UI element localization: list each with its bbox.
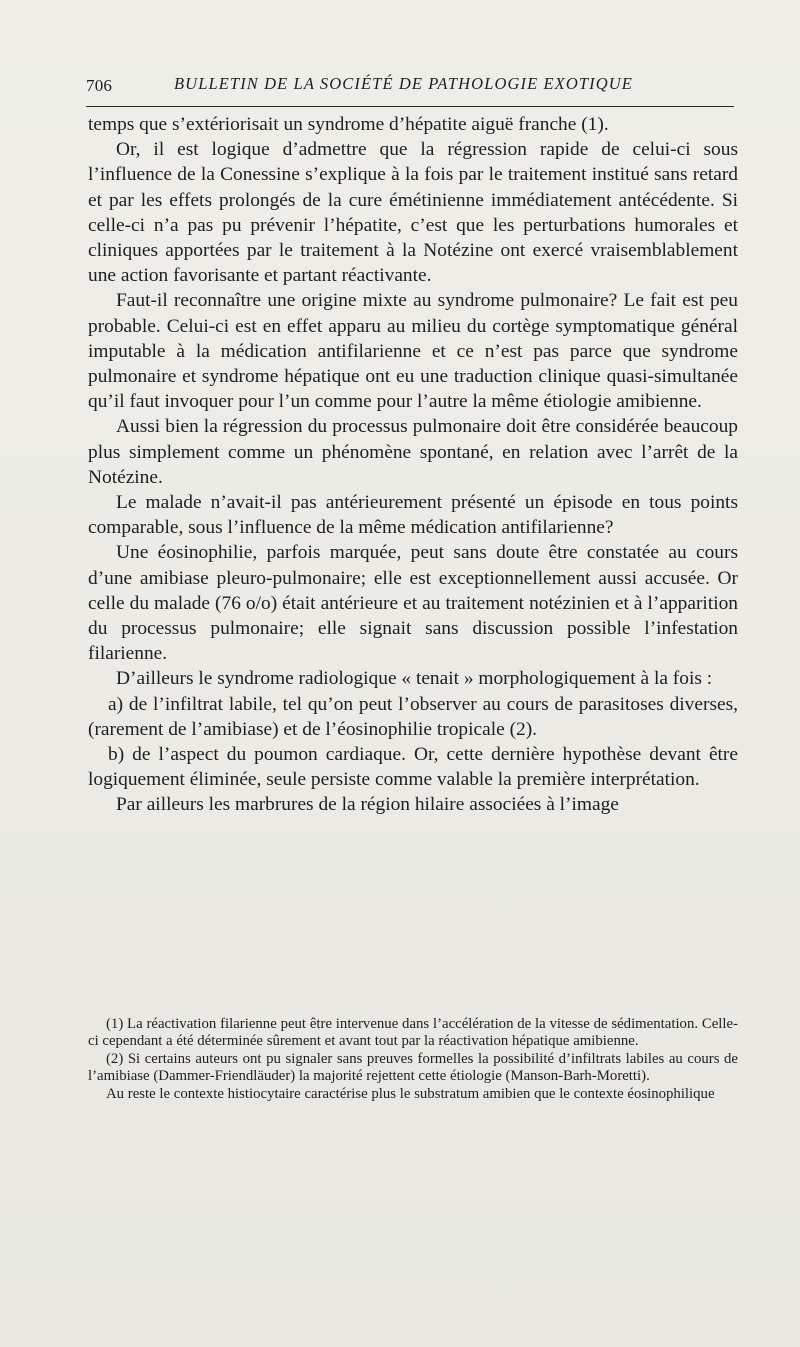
paragraph-5: Le malade n’avait-il pas antérieurement présenté un épisode en tous points comparable, sous l’influence de la même médication antifilarienne? <box>88 492 738 539</box>
page-header <box>86 74 734 102</box>
footnote-2-continuation: Au reste le contexte histiocytaire caractérise plus le substratum amibien que le contexte éosinophilique <box>106 1085 715 1102</box>
paragraph-4: Aussi bien la régression du processus pulmonaire doit être considérée beaucoup plus simplement comme un phénomène spontané, en relation avec l’arrêt de la Notézine. <box>88 416 738 488</box>
paragraph-item-b: b) de l’aspect du poumon cardiaque. Or, cette dernière hypothèse devant être logiquement éliminée, seule persiste comme valable la première interprétation. <box>88 744 738 791</box>
page-number: 706 <box>86 76 113 95</box>
footnotes <box>88 1016 738 1103</box>
running-title: BULLETIN DE LA SOCIÉTÉ DE PATHOLOGIE EXOTIQUE <box>174 74 633 93</box>
paragraph-10: Par ailleurs les marbrures de la région hilaire associées à l’image <box>116 794 619 816</box>
paragraph-1: temps que s’extériorisait un syndrome d’hépatite aiguë franche (1). <box>88 114 609 135</box>
paragraph-6: Une éosinophilie, parfois marquée, peut sans doute être constatée au cours d’une amibiase pleuro-pulmonaire; elle est exceptionnellement aussi accusée. Or celle du malade (76 o/o) était antérieure et au traitement notézinien et à l’apparition du processus pulmonaire; elle signait sans discussion possible l’infestation filarienne. <box>88 542 738 665</box>
paragraph-3: Faut-il reconnaître une origine mixte au syndrome pulmonaire? Le fait est peu probable. Celui-ci est en effet apparu au milieu du cortège symptomatique général imputable à la médication antifilarienne et ce n’est pas parce que syndrome pulmonaire et syndrome hépatique ont eu une traduction clinique quasi-simultanée qu’il faut invoquer pour l’un comme pour l’autre la même étiologie amibienne. <box>88 290 738 413</box>
paragraph-item-a: a) de l’infiltrat labile, tel qu’on peut l’observer au cours de parasitoses diverses, (rarement de l’amibiase) et de l’éosinophilie tropicale (2). <box>88 693 738 740</box>
footnote-2: (2) Si certains auteurs ont pu signaler sans preuves formelles la possibilité d’infiltrats labiles au cours de l’amibiase (Dammer-Friendläuder) la majorité rejettent cette étiologie (Manson-Barh-Moretti). <box>88 1050 738 1085</box>
paragraph-7: D’ailleurs le syndrome radiologique « tenait » morphologiquement à la fois : <box>116 668 713 690</box>
body-text <box>88 112 738 818</box>
header-rule <box>86 106 734 107</box>
paragraph-2: Or, il est logique d’admettre que la régression rapide de celui-ci sous l’influence de la Conessine s’explique à la fois par le traitement institué sans retard et par les effets prolongés de la cure émétinienne immédiatement antécédente. Si celle-ci n’a pas pu prévenir l’hépatite, c’est que les perturbations humorales et cliniques apportées par le traitement à la Notézine ont exercé vraisemblablement une action favorisante et partant réactivante. <box>88 139 738 287</box>
footnote-1: (1) La réactivation filarienne peut être intervenue dans l’accélération de la vitesse de sédimentation. Celle-ci cependant a été déterminée sûrement et avant tout par la réactivation hépatique amibienne. <box>88 1016 738 1050</box>
